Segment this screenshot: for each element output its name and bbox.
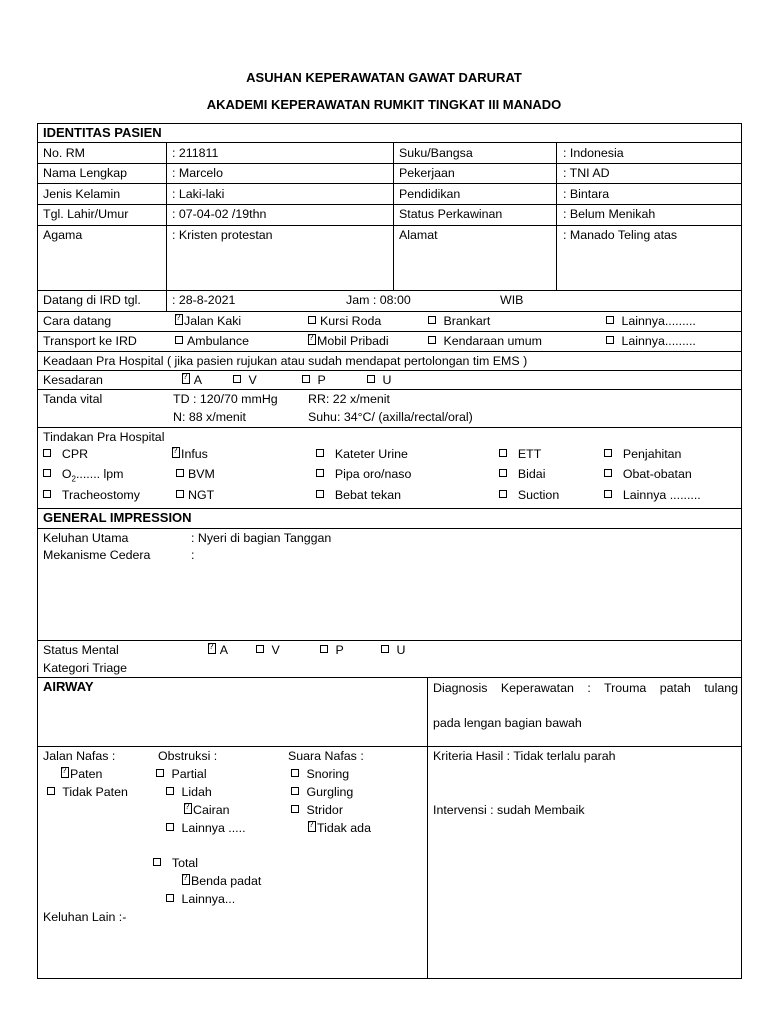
rule bbox=[37, 142, 742, 143]
checked-box-icon bbox=[172, 447, 180, 458]
jalan-nafas-label: Jalan Nafas : bbox=[43, 749, 116, 763]
checkbox-icon bbox=[166, 787, 174, 795]
rule bbox=[37, 528, 742, 529]
form-title: ASUHAN KEPERAWATAN GAWAT DARURAT bbox=[246, 70, 522, 85]
diagnosis-line-2: pada lengan bagian bawah bbox=[433, 716, 582, 730]
tindakan-kateter-urine[interactable]: Kateter Urine bbox=[316, 446, 408, 462]
status-mental-a[interactable]: ? A bbox=[208, 642, 228, 658]
rule bbox=[37, 183, 742, 184]
checkbox-icon bbox=[43, 449, 51, 457]
obstruksi-lainnya[interactable]: Lainnya ..... bbox=[166, 820, 246, 836]
obstruksi-total[interactable]: Total bbox=[153, 855, 198, 871]
keluhan-utama-value: : Nyeri di bagian Tanggan bbox=[191, 531, 332, 545]
checkbox-icon bbox=[175, 336, 183, 344]
checkbox-icon bbox=[291, 787, 299, 795]
checkbox-icon bbox=[316, 469, 324, 477]
checkbox-icon bbox=[604, 449, 612, 457]
checkbox-icon bbox=[176, 490, 184, 498]
pendidikan-label: Pendidikan bbox=[399, 187, 461, 201]
tindakan-bebat-tekan[interactable]: Bebat tekan bbox=[316, 487, 401, 503]
kesadaran-a[interactable]: ? A bbox=[182, 372, 202, 388]
datang-label: Datang di IRD tgl. bbox=[43, 293, 141, 307]
kategori-triage-label: Kategori Triage bbox=[43, 661, 128, 675]
checkbox-icon bbox=[156, 769, 164, 777]
transport-kendaraan-umum[interactable]: Kendaraan umum bbox=[428, 333, 542, 349]
tgl-lahir-label: Tgl. Lahir/Umur bbox=[43, 207, 129, 221]
keluhan-lain-label: Keluhan Lain :- bbox=[43, 910, 127, 924]
checkbox-icon bbox=[499, 490, 507, 498]
checkbox-icon bbox=[166, 823, 174, 831]
checked-box-icon bbox=[208, 643, 216, 654]
transport-lainnya[interactable]: Lainnya......... bbox=[606, 333, 696, 349]
suara-nafas-label: Suara Nafas : bbox=[288, 749, 364, 763]
tindakan-bidai[interactable]: Bidai bbox=[499, 466, 545, 482]
obstruksi-lainnya-total[interactable]: Lainnya... bbox=[166, 891, 235, 907]
pendidikan-value: : Bintara bbox=[563, 187, 610, 201]
suhu-value: Suhu: 34°C/ (axilla/rectal/oral) bbox=[308, 410, 473, 424]
jenis-kelamin-value: : Laki-laki bbox=[172, 187, 225, 201]
checkbox-icon bbox=[153, 858, 161, 866]
checkbox-icon bbox=[428, 316, 436, 324]
no-rm-value: : 211811 bbox=[172, 146, 219, 160]
rule bbox=[37, 351, 742, 352]
status-perkawinan-label: Status Perkawinan bbox=[399, 207, 503, 221]
obstruksi-benda-padat[interactable]: ?Benda padat bbox=[182, 873, 261, 889]
tindakan-tracheostomy[interactable]: Tracheostomy bbox=[43, 487, 140, 503]
diagnosis-line-1: Diagnosis Keperawatan : Trouma patah tulang bbox=[433, 681, 738, 695]
tindakan-pipa[interactable]: Pipa oro/naso bbox=[316, 466, 411, 482]
rule bbox=[37, 640, 742, 641]
checkbox-icon bbox=[166, 894, 174, 902]
rule bbox=[427, 677, 428, 978]
checkbox-icon bbox=[381, 645, 389, 653]
suara-snoring[interactable]: Snoring bbox=[291, 766, 349, 782]
obstruksi-partial[interactable]: Partial bbox=[156, 766, 207, 782]
status-mental-u[interactable]: U bbox=[381, 642, 405, 658]
rule bbox=[37, 225, 742, 226]
alamat-value: : Manado Teling atas bbox=[563, 228, 678, 242]
checkbox-icon bbox=[256, 645, 264, 653]
checkbox-icon bbox=[308, 316, 316, 324]
rule bbox=[37, 163, 742, 164]
jalan-nafas-paten[interactable]: ?Paten bbox=[61, 766, 102, 782]
checkbox-icon bbox=[499, 469, 507, 477]
checked-box-icon bbox=[61, 767, 69, 778]
mekanisme-cedera-value: : bbox=[191, 548, 195, 562]
checkbox-icon bbox=[43, 490, 51, 498]
agama-label: Agama bbox=[43, 228, 83, 242]
section-general-impression-title: GENERAL IMPRESSION bbox=[43, 510, 192, 525]
keadaan-pra-hospital-label: Keadaan Pra Hospital ( jika pasien rujukan atau sudah mendapat pertolongan tim EMS ) bbox=[43, 354, 528, 368]
suku-value: : Indonesia bbox=[563, 146, 624, 160]
keluhan-utama-label: Keluhan Utama bbox=[43, 531, 129, 545]
rule bbox=[556, 142, 557, 290]
wib-label: WIB bbox=[500, 293, 524, 307]
rule bbox=[166, 290, 167, 311]
cara-datang-label: Cara datang bbox=[43, 314, 112, 328]
rule bbox=[37, 427, 742, 428]
rule bbox=[37, 389, 742, 390]
rule bbox=[37, 370, 742, 371]
tindakan-o2[interactable]: $O_2$....... lpm bbox=[43, 466, 124, 487]
checked-box-icon bbox=[308, 821, 316, 832]
checked-box-icon bbox=[182, 874, 190, 885]
tindakan-penjahitan[interactable]: Penjahitan bbox=[604, 446, 681, 462]
checkbox-icon bbox=[606, 316, 614, 324]
rule bbox=[37, 746, 742, 747]
rule bbox=[37, 311, 742, 312]
checkbox-icon bbox=[176, 469, 184, 477]
checkbox-icon bbox=[316, 449, 324, 457]
td-value: TD : 120/70 mmHg bbox=[173, 392, 278, 406]
checkbox-icon bbox=[47, 787, 55, 795]
rule bbox=[37, 290, 742, 291]
rule bbox=[37, 204, 742, 205]
cara-jalan-kaki[interactable]: ? Jalan Kaki bbox=[175, 313, 241, 329]
rule bbox=[37, 331, 742, 332]
checkbox-icon bbox=[428, 336, 436, 344]
tindakan-infus[interactable]: ? Infus bbox=[172, 446, 208, 462]
kesadaran-label: Kesadaran bbox=[43, 373, 103, 387]
checkbox-icon bbox=[320, 645, 328, 653]
mekanisme-cedera-label: Mekanisme Cedera bbox=[43, 548, 151, 562]
tindakan-obat[interactable]: Obat-obatan bbox=[604, 466, 692, 482]
cara-kursi-roda[interactable]: Kursi Roda bbox=[308, 313, 381, 329]
checkbox-icon bbox=[604, 490, 612, 498]
transport-mobil-pribadi[interactable]: ? Mobil Pribadi bbox=[308, 333, 389, 349]
tindakan-suction[interactable]: Suction bbox=[499, 487, 559, 503]
status-mental-label: Status Mental bbox=[43, 643, 119, 657]
checked-box-icon bbox=[184, 803, 192, 814]
tindakan-ett[interactable]: ETT bbox=[499, 446, 541, 462]
rule bbox=[37, 508, 742, 509]
checked-box-icon bbox=[308, 334, 316, 345]
rule bbox=[393, 142, 394, 290]
tindakan-ngt[interactable]: NGT bbox=[176, 487, 214, 503]
suara-gurgling[interactable]: Gurgling bbox=[291, 784, 353, 800]
checked-box-icon bbox=[175, 314, 183, 325]
tindakan-cpr[interactable]: CPR bbox=[43, 446, 88, 462]
obstruksi-label: Obstruksi : bbox=[158, 749, 218, 763]
jenis-kelamin-label: Jenis Kelamin bbox=[43, 187, 121, 201]
kesadaran-u[interactable]: U bbox=[367, 372, 391, 388]
cara-brankart[interactable]: Brankart bbox=[428, 313, 490, 329]
jam-value: Jam : 08:00 bbox=[346, 293, 411, 307]
checkbox-icon bbox=[291, 805, 299, 813]
checkbox-icon bbox=[291, 769, 299, 777]
transport-label: Transport ke IRD bbox=[43, 334, 137, 348]
obstruksi-cairan[interactable]: ?Cairan bbox=[184, 802, 230, 818]
rr-value: RR: 22 x/menit bbox=[308, 392, 390, 406]
kriteria-hasil: Kriteria Hasil : Tidak terlalu parah bbox=[433, 749, 616, 763]
section-airway-title: AIRWAY bbox=[43, 679, 94, 694]
status-perkawinan-value: : Belum Menikah bbox=[563, 207, 656, 221]
checkbox-icon bbox=[606, 336, 614, 344]
rule bbox=[166, 142, 167, 290]
suara-tidak-ada[interactable]: ?Tidak ada bbox=[308, 820, 371, 836]
nadi-value: N: 88 x/menit bbox=[173, 410, 246, 424]
tindakan-bvm[interactable]: BVM bbox=[176, 466, 215, 482]
kesadaran-p[interactable]: P bbox=[302, 372, 326, 388]
form-subtitle: AKADEMI KEPERAWATAN RUMKIT TINGKAT III MANADO bbox=[206, 97, 562, 112]
checkbox-icon bbox=[43, 469, 51, 477]
obstruksi-lidah[interactable]: Lidah bbox=[166, 784, 212, 800]
tindakan-lainnya[interactable]: Lainnya ......... bbox=[604, 487, 701, 503]
status-mental-v[interactable]: V bbox=[256, 642, 280, 658]
checkbox-icon bbox=[604, 469, 612, 477]
checkbox-icon bbox=[499, 449, 507, 457]
checkbox-icon bbox=[233, 375, 241, 383]
suku-label: Suku/Bangsa bbox=[399, 146, 473, 160]
checkbox-icon bbox=[367, 375, 375, 383]
intervensi: Intervensi : sudah Membaik bbox=[433, 803, 585, 817]
tgl-lahir-value: : 07-04-02 /19thn bbox=[172, 207, 267, 221]
nama-label: Nama Lengkap bbox=[43, 166, 128, 180]
jalan-nafas-tidak-paten[interactable]: Tidak Paten bbox=[47, 784, 128, 800]
datang-value: : 28-8-2021 bbox=[172, 293, 236, 307]
kesadaran-v[interactable]: V bbox=[233, 372, 257, 388]
pekerjaan-label: Pekerjaan bbox=[399, 166, 455, 180]
no-rm-label: No. RM bbox=[43, 146, 85, 160]
transport-ambulance[interactable]: Ambulance bbox=[175, 333, 249, 349]
checked-box-icon bbox=[182, 373, 190, 384]
rule bbox=[37, 677, 742, 678]
checkbox-icon bbox=[302, 375, 310, 383]
nama-value: : Marcelo bbox=[172, 166, 223, 180]
tanda-vital-label: Tanda vital bbox=[43, 392, 103, 406]
tindakan-pra-hospital-label: Tindakan Pra Hospital bbox=[43, 430, 165, 444]
checkbox-icon bbox=[316, 490, 324, 498]
section-identitas-title: IDENTITAS PASIEN bbox=[43, 125, 162, 140]
alamat-label: Alamat bbox=[399, 228, 438, 242]
agama-value: : Kristen protestan bbox=[172, 228, 273, 242]
suara-stridor[interactable]: Stridor bbox=[291, 802, 343, 818]
cara-lainnya[interactable]: Lainnya......... bbox=[606, 313, 696, 329]
pekerjaan-value: : TNI AD bbox=[563, 166, 610, 180]
status-mental-p[interactable]: P bbox=[320, 642, 344, 658]
